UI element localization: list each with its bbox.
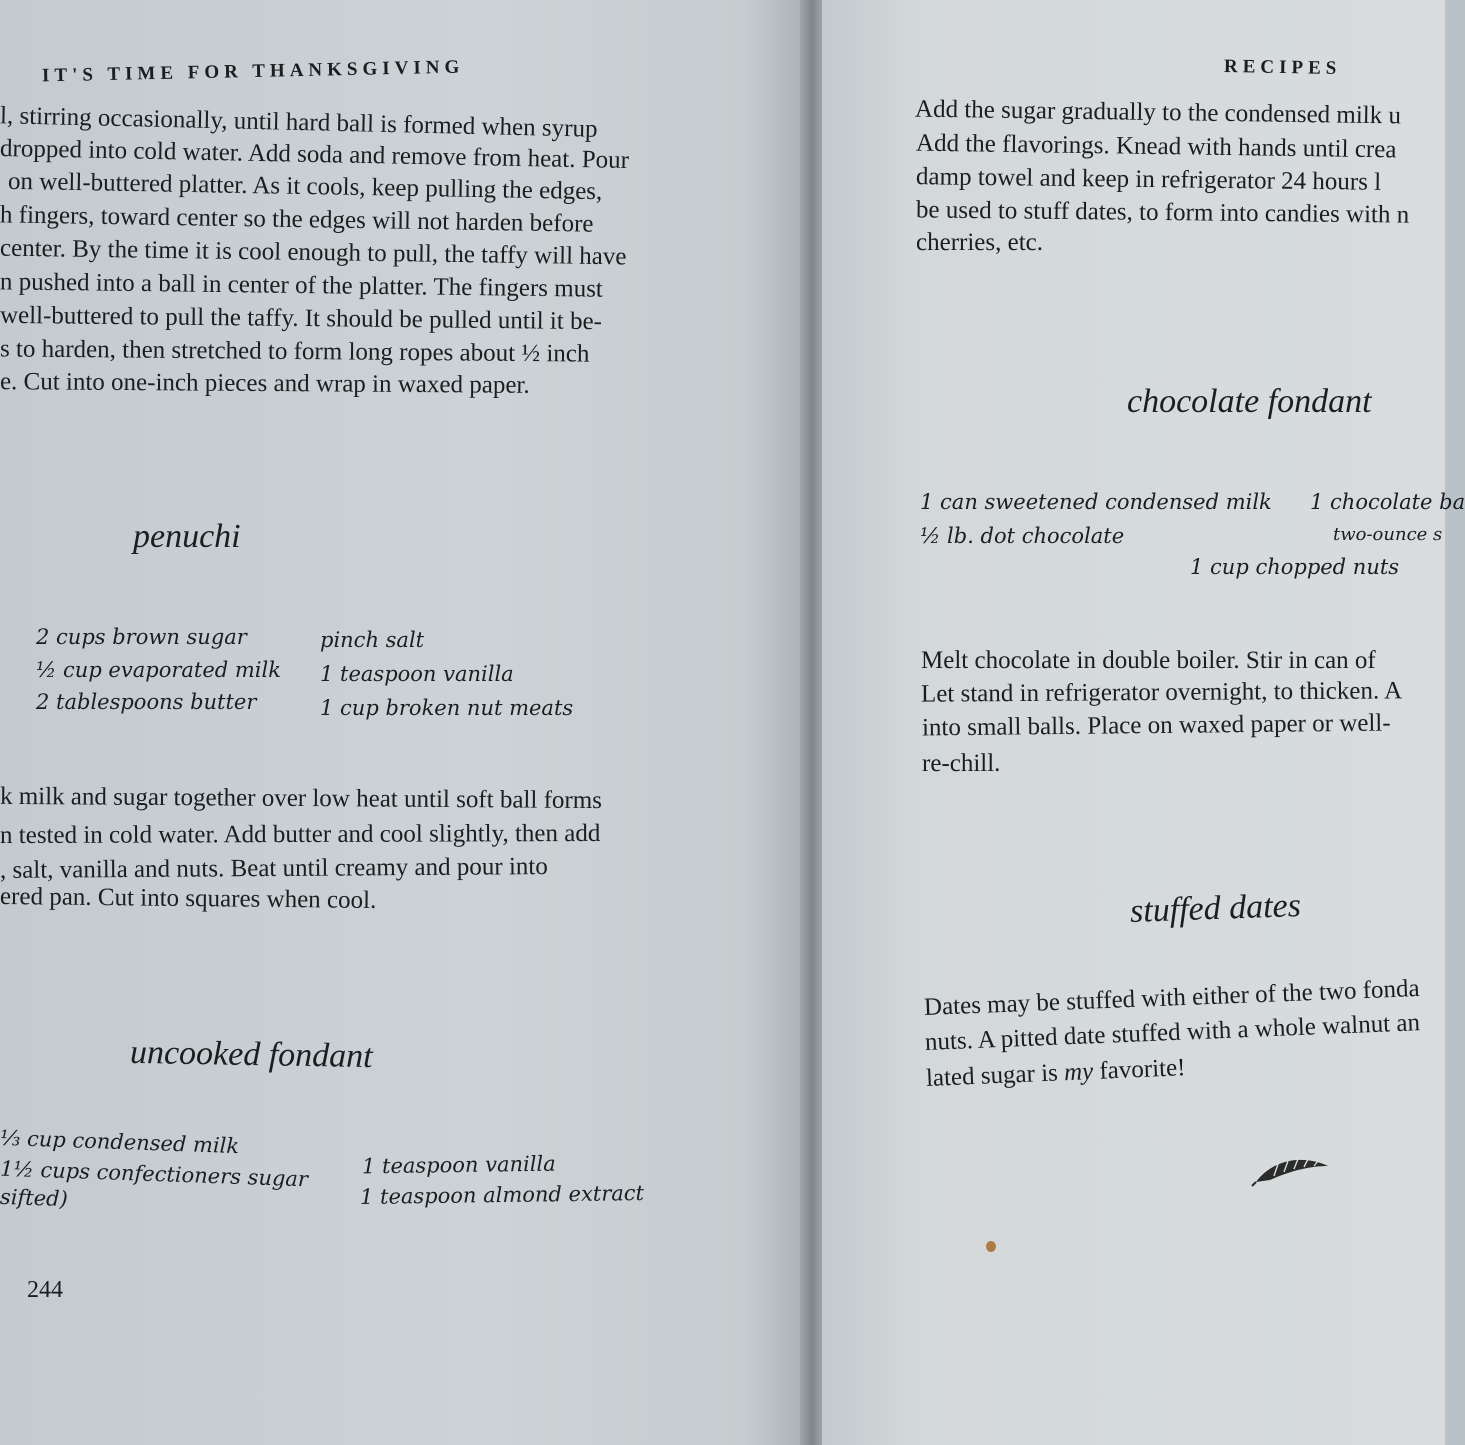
text-segment: favorite! [1092, 1054, 1186, 1085]
ingredient: 1 teaspoon almond extract [359, 1181, 645, 1209]
text-line: k milk and sugar together over low heat until soft ball forms [0, 782, 603, 815]
recipe-title-uncooked-fondant: uncooked fondant [129, 1033, 373, 1076]
ingredient: 2 tablespoons butter [36, 690, 257, 714]
ingredient: two-ounce s [1333, 524, 1443, 545]
text-line: , salt, vanilla and nuts. Beat until creamy and pour into [0, 853, 548, 884]
text-line: e. Cut into one-inch pieces and wrap in waxed paper. [0, 368, 530, 399]
text-line: nuts. A pitted date stuffed with a whole walnut an [924, 1009, 1421, 1056]
text-line: l, stirring occasionally, until hard ball is formed when syrup [0, 102, 598, 143]
ingredient: 1 cup chopped nuts [1190, 555, 1400, 579]
text-line: Dates may be stuffed with either of the two fonda [923, 974, 1421, 1021]
ingredient: pinch salt [320, 628, 425, 652]
text-line: Add the flavorings. Knead with hands until crea [915, 129, 1397, 164]
text-line: Let stand in refrigerator overnight, to thicken. A [920, 677, 1403, 708]
text-line: cherries, etc. [916, 229, 1044, 256]
ingredient: ⅓ cup condensed milk [0, 1125, 240, 1159]
text-line: n pushed into a ball in center of the platter. The fingers must [0, 268, 604, 303]
ingredient: 1 chocolate ba [1310, 490, 1465, 514]
ingredient: 1 can sweetened condensed milk [920, 490, 1272, 514]
recipe-title-stuffed-dates: stuffed dates [1129, 887, 1302, 930]
text-line: on well-buttered platter. As it cools, keep pulling the edges, [7, 167, 603, 206]
text-line: Add the sugar gradually to the condensed milk u [914, 95, 1402, 130]
text-line: damp towel and keep in refrigerator 24 hours l [915, 163, 1382, 196]
text-line: center. By the time it is cool enough to pull, the taffy will have [0, 234, 627, 271]
ingredient: 1 teaspoon vanilla [320, 662, 514, 686]
text-line: be used to stuff dates, to form into candies with n [915, 196, 1410, 229]
text-line: Melt chocolate in double boiler. Stir in can of [921, 647, 1376, 674]
text-line: n tested in cold water. Add butter and cool slightly, then add [0, 819, 601, 850]
text-line: s to harden, then stretched to form long ropes about ½ inch [0, 335, 590, 368]
text-line: into small balls. Place on waxed paper or well- [921, 709, 1391, 742]
text-line: h fingers, toward center so the edges will not harden before [0, 201, 594, 238]
ingredient: 2 cups brown sugar [36, 625, 247, 649]
recipe-title-chocolate-fondant: chocolate fondant [1127, 383, 1372, 420]
running-head-left: IT'S TIME FOR THANKSGIVING [41, 56, 465, 87]
recipe-title-penuchi: penuchi [133, 518, 241, 555]
text-line: ered pan. Cut into squares when cool. [0, 883, 377, 914]
ingredient: ½ lb. dot chocolate [920, 524, 1125, 548]
ingredient: ½ cup evaporated milk [36, 658, 281, 682]
stain-spot [986, 1241, 996, 1252]
ingredient: 1 cup broken nut meats [320, 696, 574, 720]
page-number: 244 [27, 1277, 63, 1303]
text-line: dropped into cold water. Add soda and remove from heat. Pour [0, 134, 630, 175]
ingredient: sifted) [0, 1184, 69, 1212]
text-line: well-buttered to pull the taffy. It should be pulled until it be- [0, 301, 603, 336]
running-head-right: RECIPES [1223, 55, 1342, 80]
emphasis: my [1063, 1058, 1094, 1087]
text-line: re-chill. [922, 750, 1001, 777]
text-segment: lated sugar is [925, 1059, 1065, 1092]
ingredient: 1 teaspoon vanilla [361, 1151, 556, 1179]
feather-ornament-icon [1252, 1152, 1332, 1197]
ingredient: 1½ cups confectioners sugar [0, 1156, 309, 1192]
